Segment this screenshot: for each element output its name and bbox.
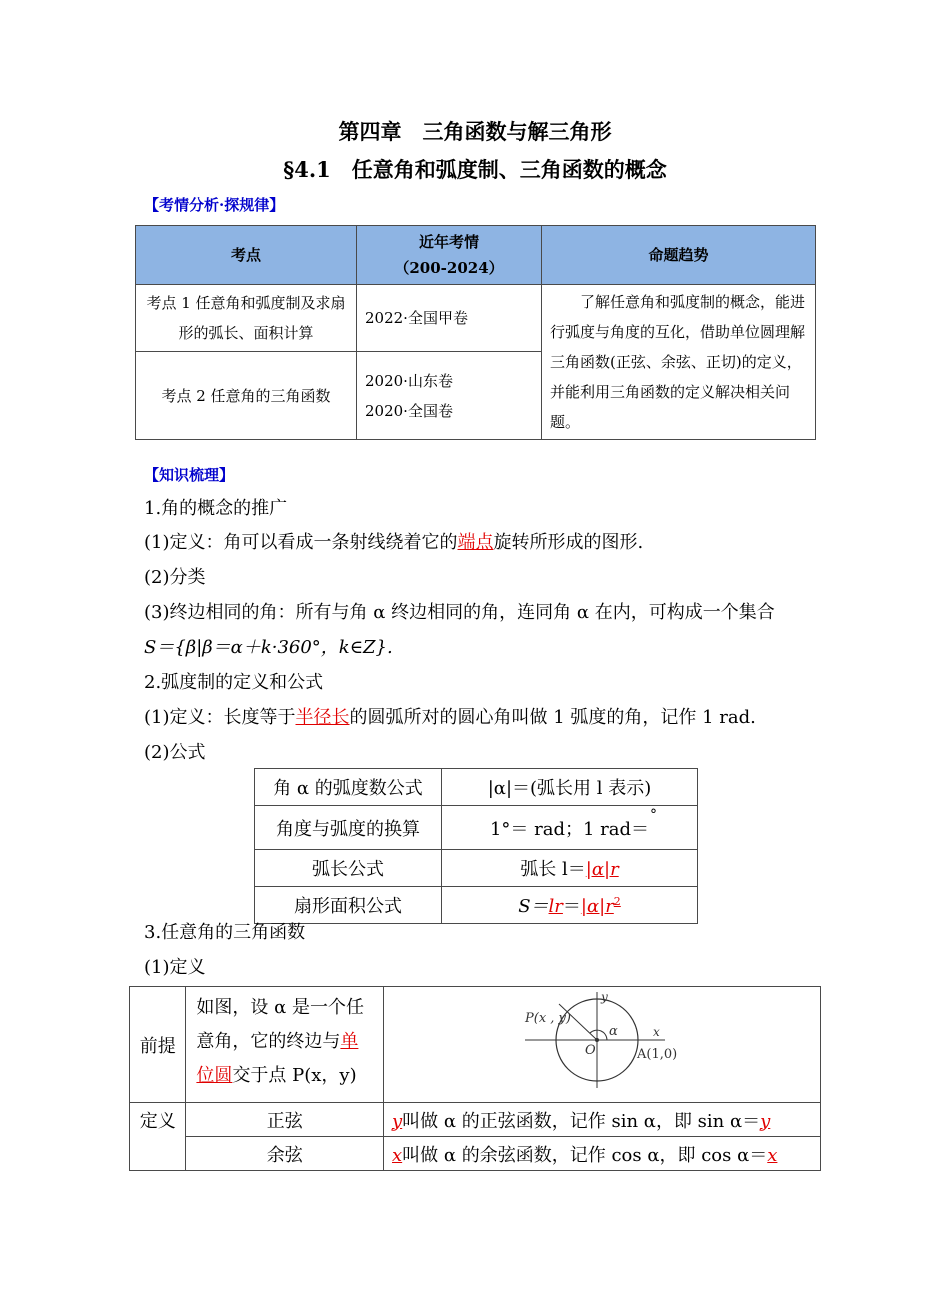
col-header-trend: 命题趋势 bbox=[542, 226, 816, 285]
s1-classification: (2)分类 bbox=[144, 567, 206, 588]
table-row bbox=[130, 1103, 821, 1137]
table-header-row bbox=[136, 226, 816, 285]
chapter-title: 第四章 三角函数与解三角形 bbox=[338, 119, 612, 144]
definition-label: 定义 bbox=[130, 1103, 186, 1171]
cosine-label: 余弦 bbox=[186, 1137, 384, 1171]
table-row bbox=[136, 285, 816, 352]
svg-text:O: O bbox=[585, 1043, 596, 1058]
s2-formula: (2)公式 bbox=[144, 742, 206, 763]
table-row: 角 α 的弧度数公式 |α|＝(弧长用 l 表示) bbox=[255, 769, 698, 806]
s2-title: 2.弧度制的定义和公式 bbox=[144, 672, 324, 693]
answer-radius: 半径长 bbox=[295, 707, 350, 728]
table-row: 角度与弧度的换算 1°＝ rad；1 rad＝ ° bbox=[255, 806, 698, 850]
unit-circle-figure bbox=[385, 988, 819, 1096]
section-title: §4.1 任意角和弧度制、三角函数的概念 bbox=[283, 157, 667, 182]
col-header-years: 近年考情 （200-2024） bbox=[357, 226, 542, 285]
svg-text:A(1,0): A(1,0) bbox=[637, 1047, 678, 1062]
trend-cell: 了解任意角和弧度制的概念，能进行弧度与角度的互化，借助单位圆理解三角函数(正弦、余弦、正切)的定义，并能利用三角函数的定义解决相关问题。 bbox=[542, 285, 816, 440]
premise-text: 如图，设 α 是一个任意角，它的终边与单位圆交于点 P(x，y) bbox=[186, 987, 384, 1103]
exam-analysis-heading: 【考情分析·探规律】 bbox=[144, 196, 285, 214]
s1-definition: (1)定义：角可以看成一条射线绕着它的端点旋转所形成的图形. bbox=[144, 532, 644, 553]
sine-definition: y叫做 α 的正弦函数，记作 sin α，即 sin α＝y bbox=[384, 1103, 821, 1137]
answer-unit-circle: 单位圆 bbox=[196, 1031, 359, 1086]
s2-definition: (1)定义：长度等于半径长的圆弧所对的圆心角叫做 1 弧度的角，记作 1 rad. bbox=[144, 707, 756, 728]
s3-title: 3.任意角的三角函数 bbox=[144, 922, 306, 943]
years-cell: 2020·山东卷 2020·全国卷 bbox=[357, 352, 542, 440]
exam-analysis-table bbox=[135, 225, 816, 440]
point-cell: 考点 1 任意角和弧度制及求扇形的弧长、面积计算 bbox=[136, 285, 357, 352]
answer-endpoint: 端点 bbox=[457, 532, 494, 553]
figure-cell bbox=[384, 987, 821, 1103]
table-row bbox=[130, 1137, 821, 1171]
premise-label: 前提 bbox=[130, 987, 186, 1103]
svg-text:y: y bbox=[601, 990, 608, 1004]
trig-definition-table bbox=[129, 986, 821, 1171]
svg-text:x: x bbox=[653, 1025, 660, 1039]
table-row: 扇形面积公式 $S=lr=|\alpha|r^2$ bbox=[255, 887, 698, 924]
s1-title: 1.角的概念的推广 bbox=[144, 498, 288, 519]
years-cell: 2022·全国甲卷 bbox=[357, 285, 542, 352]
svg-text:α: α bbox=[609, 1024, 618, 1039]
formula-table bbox=[254, 768, 698, 924]
cosine-definition: x叫做 α 的余弦函数，记作 cos α，即 cos α＝x bbox=[384, 1137, 821, 1171]
sine-label: 正弦 bbox=[186, 1103, 384, 1137]
table-row bbox=[130, 987, 821, 1103]
s1-set: S＝{β|β＝α＋k·360°，k∈Z}. bbox=[144, 637, 393, 658]
s1-coterminal: (3)终边相同的角：所有与角 α 终边相同的角，连同角 α 在内，可构成一个集合 bbox=[144, 602, 775, 623]
col-header-point: 考点 bbox=[136, 226, 357, 285]
knowledge-heading: 【知识梳理】 bbox=[144, 466, 235, 484]
table-row: 弧长公式 弧长 l＝|α|r bbox=[255, 850, 698, 887]
s3-definition: (1)定义 bbox=[144, 957, 206, 978]
point-cell: 考点 2 任意角的三角函数 bbox=[136, 352, 357, 440]
svg-text:P(x , y): P(x , y) bbox=[525, 1011, 571, 1026]
